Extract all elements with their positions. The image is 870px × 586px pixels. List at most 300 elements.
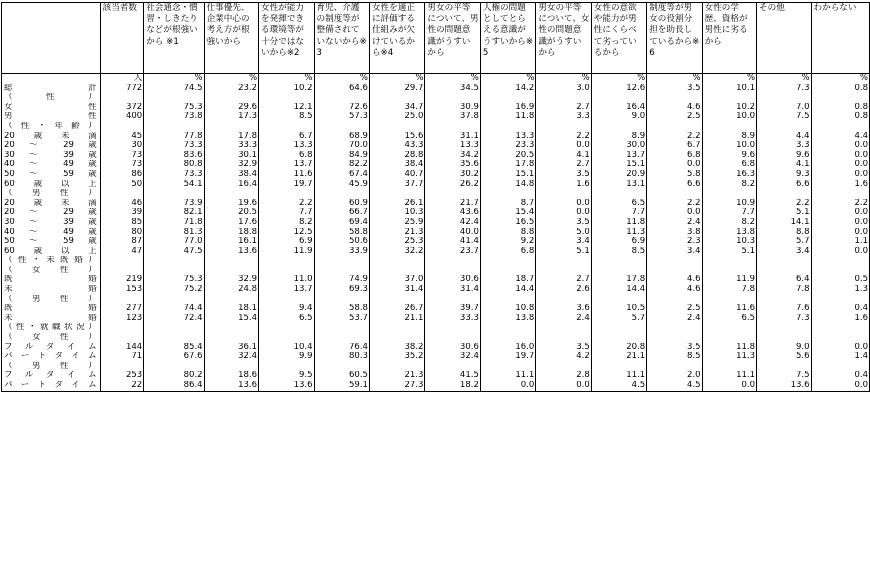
table-cell: 7.6 — [757, 304, 811, 314]
row-label: 既 婚 — [2, 275, 101, 285]
table-cell: 772 — [100, 84, 144, 94]
table-cell: 0.0 — [536, 199, 591, 209]
table-cell: 6.5 — [259, 314, 314, 324]
table-cell — [591, 189, 646, 199]
table-cell: 13.7 — [259, 285, 314, 295]
table-row — [2, 218, 870, 228]
table-cell: 5.7 — [757, 237, 811, 247]
table-cell: 5.1 — [757, 208, 811, 218]
table-cell: 11.1 — [591, 371, 646, 381]
table-cell: 20.5 — [480, 151, 535, 161]
table-cell: 21.1 — [369, 314, 424, 324]
table-cell: % — [259, 74, 314, 84]
table-cell — [425, 362, 480, 372]
table-cell: 6.4 — [757, 275, 811, 285]
table-cell: 10.5 — [591, 304, 646, 314]
row-label: 20 〜 29 歳 — [2, 208, 101, 218]
table-cell: 1.6 — [536, 180, 591, 190]
table-cell — [591, 122, 646, 132]
table-cell: 38.4 — [204, 170, 258, 180]
table-cell — [144, 266, 204, 276]
table-cell — [369, 189, 424, 199]
table-cell: 2.4 — [536, 314, 591, 324]
table-cell — [536, 256, 591, 266]
table-cell — [480, 295, 535, 305]
row-label: 20 〜 29 歳 — [2, 141, 101, 151]
table-cell: 11.6 — [702, 304, 756, 314]
table-cell: 23.3 — [480, 141, 535, 151]
table-cell: 23.2 — [204, 84, 258, 94]
table-cell — [425, 93, 480, 103]
table-cell: 9.2 — [480, 237, 535, 247]
table-cell — [369, 256, 424, 266]
table-row — [2, 275, 870, 285]
table-cell: 13.3 — [425, 141, 480, 151]
table-row — [2, 371, 870, 381]
table-cell: 5.7 — [591, 314, 646, 324]
table-cell: 73.9 — [144, 199, 204, 209]
table-cell — [647, 323, 702, 333]
table-cell: 1.1 — [811, 237, 869, 247]
table-cell: 372 — [100, 103, 144, 113]
table-cell: 31.1 — [425, 132, 480, 142]
table-row — [2, 208, 870, 218]
table-cell: 42.4 — [425, 218, 480, 228]
table-cell: 20.5 — [204, 208, 258, 218]
table-cell — [757, 323, 811, 333]
table-cell: 7.0 — [757, 103, 811, 113]
row-label: 20歳未満 — [2, 199, 101, 209]
table-cell: 14.2 — [480, 84, 535, 94]
table-cell: 34.7 — [369, 103, 424, 113]
table-cell: 11.1 — [702, 371, 756, 381]
table-cell — [204, 189, 258, 199]
table-cell: 33.3 — [425, 314, 480, 324]
table-cell: 73.3 — [144, 170, 204, 180]
table-cell: 17.3 — [204, 112, 258, 122]
table-cell: 13.6 — [204, 381, 258, 391]
table-cell — [702, 93, 756, 103]
table-cell — [647, 362, 702, 372]
table-cell: % — [425, 74, 480, 84]
column-header: 該当者数 — [100, 3, 144, 74]
table-cell: 21.3 — [369, 228, 424, 238]
table-cell: 10.9 — [702, 199, 756, 209]
table-cell — [314, 295, 369, 305]
table-cell: 0.0 — [811, 160, 869, 170]
table-row — [2, 381, 870, 391]
table-cell: 5.1 — [702, 247, 756, 257]
table-cell: 11.8 — [480, 112, 535, 122]
table-cell: 11.3 — [702, 352, 756, 362]
table-cell: 60.5 — [314, 371, 369, 381]
table-cell — [100, 122, 144, 132]
table-cell: 13.3 — [259, 141, 314, 151]
table-cell: 10.3 — [702, 237, 756, 247]
table-cell: 6.5 — [702, 314, 756, 324]
table-header — [2, 3, 870, 74]
column-header: 男女の平等について、男性の問題意識がうすいから — [425, 3, 480, 74]
table-cell: 0.0 — [811, 151, 869, 161]
table-cell — [144, 256, 204, 266]
table-cell: 29.6 — [204, 103, 258, 113]
table-cell: 32.9 — [204, 275, 258, 285]
table-cell — [480, 323, 535, 333]
table-row — [2, 199, 870, 209]
table-cell: 8.2 — [702, 218, 756, 228]
table-cell: 17.8 — [204, 132, 258, 142]
table-cell: 7.5 — [757, 371, 811, 381]
table-cell: 8.8 — [757, 228, 811, 238]
table-cell — [369, 362, 424, 372]
table-cell: 15.1 — [591, 160, 646, 170]
table-row — [2, 170, 870, 180]
table-cell: 4.1 — [536, 151, 591, 161]
table-cell: 0.8 — [811, 112, 869, 122]
table-cell: 277 — [100, 304, 144, 314]
table-cell: 67.4 — [314, 170, 369, 180]
table-cell — [314, 256, 369, 266]
table-cell — [480, 122, 535, 132]
table-cell — [702, 323, 756, 333]
table-cell: 81.3 — [144, 228, 204, 238]
table-cell: 1.4 — [811, 352, 869, 362]
table-cell: 3.4 — [757, 247, 811, 257]
row-label: （性・未既婚） — [2, 256, 101, 266]
table-cell: 8.2 — [702, 180, 756, 190]
table-cell: 80 — [100, 228, 144, 238]
table-cell: 32.2 — [369, 247, 424, 257]
table-cell — [757, 362, 811, 372]
table-cell: 10.2 — [259, 84, 314, 94]
table-cell: 30.1 — [204, 151, 258, 161]
table-row — [2, 103, 870, 113]
row-label: 未 婚 — [2, 285, 101, 295]
table-cell: 12.5 — [259, 228, 314, 238]
table-cell: 153 — [100, 285, 144, 295]
table-cell: 22 — [100, 381, 144, 391]
table-cell: 9.6 — [757, 151, 811, 161]
row-label: （女性） — [2, 333, 101, 343]
table-cell: 4.6 — [647, 285, 702, 295]
table-cell: 68.9 — [314, 132, 369, 142]
table-cell — [811, 362, 869, 372]
table-cell — [757, 295, 811, 305]
table-cell: 3.5 — [647, 343, 702, 353]
table-cell — [591, 93, 646, 103]
table-cell — [425, 122, 480, 132]
table-cell: 24.8 — [204, 285, 258, 295]
table-cell: 13.6 — [757, 381, 811, 391]
table-cell — [314, 362, 369, 372]
table-cell: 10.2 — [702, 103, 756, 113]
table-cell: 74.9 — [314, 275, 369, 285]
table-cell — [425, 266, 480, 276]
table-cell: 38.2 — [369, 343, 424, 353]
table-cell: 80.2 — [144, 371, 204, 381]
table-cell: 6.7 — [259, 132, 314, 142]
table-cell — [536, 93, 591, 103]
table-cell — [647, 295, 702, 305]
table-row — [2, 180, 870, 190]
table-cell: 4.5 — [647, 381, 702, 391]
table-body — [2, 74, 870, 392]
table-cell: 0.0 — [811, 218, 869, 228]
table-cell: 6.8 — [259, 151, 314, 161]
table-cell: 0.0 — [536, 141, 591, 151]
table-cell — [100, 256, 144, 266]
table-cell: 6.8 — [480, 247, 535, 257]
table-cell: 69.4 — [314, 218, 369, 228]
table-cell: 45.9 — [314, 180, 369, 190]
table-cell: % — [144, 74, 204, 84]
table-cell: 0.8 — [811, 103, 869, 113]
table-cell — [757, 266, 811, 276]
table-cell: 400 — [100, 112, 144, 122]
row-label: （男性） — [2, 362, 101, 372]
table-cell: % — [314, 74, 369, 84]
table-cell: 0.0 — [811, 343, 869, 353]
table-cell: 35.6 — [425, 160, 480, 170]
table-cell: 30 — [100, 141, 144, 151]
table-cell: 45 — [100, 132, 144, 142]
table-cell — [480, 362, 535, 372]
table-cell — [425, 189, 480, 199]
table-cell — [647, 256, 702, 266]
table-cell: 75.3 — [144, 103, 204, 113]
table-cell: 19.6 — [204, 199, 258, 209]
table-cell — [591, 266, 646, 276]
column-header: 制度等が男女の役割分担を助長しているから※6 — [647, 3, 702, 74]
table-cell: 73.3 — [144, 141, 204, 151]
table-cell: 14.8 — [480, 180, 535, 190]
table-cell: 11.3 — [591, 228, 646, 238]
table-cell: 13.7 — [591, 151, 646, 161]
table-cell: 41.5 — [425, 371, 480, 381]
table-cell — [811, 333, 869, 343]
table-cell: 3.5 — [536, 218, 591, 228]
table-cell — [259, 295, 314, 305]
table-cell — [144, 93, 204, 103]
table-cell: 9.0 — [591, 112, 646, 122]
table-cell: 72.6 — [314, 103, 369, 113]
table-cell: 30.6 — [425, 275, 480, 285]
table-cell: 17.6 — [204, 218, 258, 228]
table-cell: 9.3 — [757, 170, 811, 180]
table-cell: 32.4 — [425, 352, 480, 362]
table-cell: 2.4 — [647, 218, 702, 228]
table-row — [2, 343, 870, 353]
table-cell: 28.8 — [369, 151, 424, 161]
table-cell: 10.8 — [480, 304, 535, 314]
table-cell: 0.0 — [647, 208, 702, 218]
table-cell — [647, 93, 702, 103]
row-label: 50 〜 59 歳 — [2, 237, 101, 247]
table-row — [2, 122, 870, 132]
table-cell: 16.1 — [204, 237, 258, 247]
table-cell — [144, 295, 204, 305]
table-cell: % — [480, 74, 535, 84]
table-cell: 70.0 — [314, 141, 369, 151]
table-cell — [702, 295, 756, 305]
table-cell: 13.7 — [259, 160, 314, 170]
table-cell — [369, 295, 424, 305]
table-cell: 13.6 — [204, 247, 258, 257]
table-cell: 3.5 — [647, 84, 702, 94]
table-cell: 16.3 — [702, 170, 756, 180]
table-cell: 9.4 — [259, 304, 314, 314]
table-cell: 72.4 — [144, 314, 204, 324]
table-cell: 73 — [100, 160, 144, 170]
table-cell — [100, 295, 144, 305]
table-cell: 10.1 — [702, 84, 756, 94]
table-cell: 41.4 — [425, 237, 480, 247]
table-cell: 8.8 — [480, 228, 535, 238]
table-cell: 0.0 — [811, 208, 869, 218]
table-row — [2, 333, 870, 343]
table-cell — [536, 362, 591, 372]
table-cell: 0.4 — [811, 371, 869, 381]
table-cell: 58.8 — [314, 304, 369, 314]
table-cell — [647, 266, 702, 276]
table-row — [2, 285, 870, 295]
table-cell: 18.6 — [204, 371, 258, 381]
table-cell — [314, 333, 369, 343]
row-label: 20歳未満 — [2, 132, 101, 142]
table-cell: 27.3 — [369, 381, 424, 391]
table-cell — [536, 122, 591, 132]
table-cell — [369, 93, 424, 103]
table-cell: 0.0 — [811, 247, 869, 257]
table-cell: 5.1 — [536, 247, 591, 257]
table-cell: % — [811, 74, 869, 84]
table-cell: 71.8 — [144, 218, 204, 228]
table-cell: 54.1 — [144, 180, 204, 190]
table-cell: % — [536, 74, 591, 84]
table-row — [2, 112, 870, 122]
column-header: わからない — [811, 3, 869, 74]
table-row — [2, 151, 870, 161]
column-header: 仕事優先、企業中心の考え方が根強いから — [204, 3, 258, 74]
table-cell: 10.3 — [369, 208, 424, 218]
table-cell: 18.8 — [204, 228, 258, 238]
table-cell: 6.6 — [757, 180, 811, 190]
table-cell: 57.3 — [314, 112, 369, 122]
table-cell: 43.6 — [425, 208, 480, 218]
table-cell — [369, 122, 424, 132]
table-cell: 0.0 — [536, 208, 591, 218]
table-row — [2, 141, 870, 151]
table-cell — [702, 333, 756, 343]
table-cell: 7.8 — [757, 285, 811, 295]
table-cell: 40.7 — [369, 170, 424, 180]
table-cell: 9.5 — [259, 371, 314, 381]
table-cell: 11.9 — [702, 275, 756, 285]
table-cell: 64.6 — [314, 84, 369, 94]
table-cell — [144, 362, 204, 372]
table-cell — [314, 323, 369, 333]
row-label: （男性） — [2, 295, 101, 305]
table-cell — [259, 93, 314, 103]
table-cell: 2.4 — [647, 314, 702, 324]
table-cell: 3.4 — [647, 247, 702, 257]
table-cell: 37.7 — [369, 180, 424, 190]
table-cell: 3.3 — [536, 112, 591, 122]
table-cell — [757, 93, 811, 103]
table-cell: 15.6 — [369, 132, 424, 142]
table-cell — [259, 362, 314, 372]
table-cell: 7.3 — [757, 314, 811, 324]
column-header: 人権の問題としてとらえる意識がうすいから※5 — [480, 3, 535, 74]
table-cell: 8.5 — [259, 112, 314, 122]
table-cell: 14.4 — [591, 285, 646, 295]
table-cell: 7.7 — [591, 208, 646, 218]
table-cell — [204, 122, 258, 132]
row-label: 30 〜 39 歳 — [2, 218, 101, 228]
table-cell — [811, 295, 869, 305]
table-cell: 33.9 — [314, 247, 369, 257]
table-cell: 47.5 — [144, 247, 204, 257]
table-cell — [480, 256, 535, 266]
row-label: （男性） — [2, 189, 101, 199]
column-header: 女性が能力を発揮できる環境等が十分ではないから※2 — [259, 3, 314, 74]
table-row — [2, 237, 870, 247]
table-cell: 46 — [100, 199, 144, 209]
table-cell — [314, 189, 369, 199]
table-cell: 60.9 — [314, 199, 369, 209]
row-label: 60歳以上 — [2, 247, 101, 257]
table-cell — [480, 266, 535, 276]
table-cell: 6.9 — [259, 237, 314, 247]
table-cell — [100, 333, 144, 343]
table-cell: 8.5 — [647, 352, 702, 362]
table-row — [2, 84, 870, 94]
row-label: 総 計 — [2, 84, 101, 94]
table-cell: 8.7 — [480, 199, 535, 209]
row-label: （ 性 ） — [2, 93, 101, 103]
table-cell — [204, 323, 258, 333]
table-cell — [314, 93, 369, 103]
table-cell: 85 — [100, 218, 144, 228]
table-cell — [480, 189, 535, 199]
table-row — [2, 352, 870, 362]
table-cell: 34.2 — [425, 151, 480, 161]
table-cell: 26.2 — [425, 180, 480, 190]
survey-table — [1, 2, 870, 392]
table-cell: 29.7 — [369, 84, 424, 94]
table-cell: 13.6 — [259, 381, 314, 391]
table-cell: 35.2 — [369, 352, 424, 362]
table-cell — [591, 333, 646, 343]
table-cell: 77.8 — [144, 132, 204, 142]
row-label: 40 〜 49 歳 — [2, 160, 101, 170]
table-cell: 21.7 — [425, 199, 480, 209]
table-cell — [702, 256, 756, 266]
table-cell: 39 — [100, 208, 144, 218]
column-header: 女性の意欲や能力が男性にくらべて劣っているから — [591, 3, 646, 74]
table-cell: 19.7 — [480, 352, 535, 362]
table-cell: 0.0 — [480, 381, 535, 391]
table-cell — [425, 323, 480, 333]
table-row — [2, 93, 870, 103]
table-cell — [314, 122, 369, 132]
table-row — [2, 132, 870, 142]
table-cell: 10.0 — [702, 141, 756, 151]
column-header: 男女の平等について、女性の問題意識がうすいから — [536, 3, 591, 74]
table-cell: 6.5 — [591, 199, 646, 209]
table-cell: 67.6 — [144, 352, 204, 362]
table-cell: 47 — [100, 247, 144, 257]
